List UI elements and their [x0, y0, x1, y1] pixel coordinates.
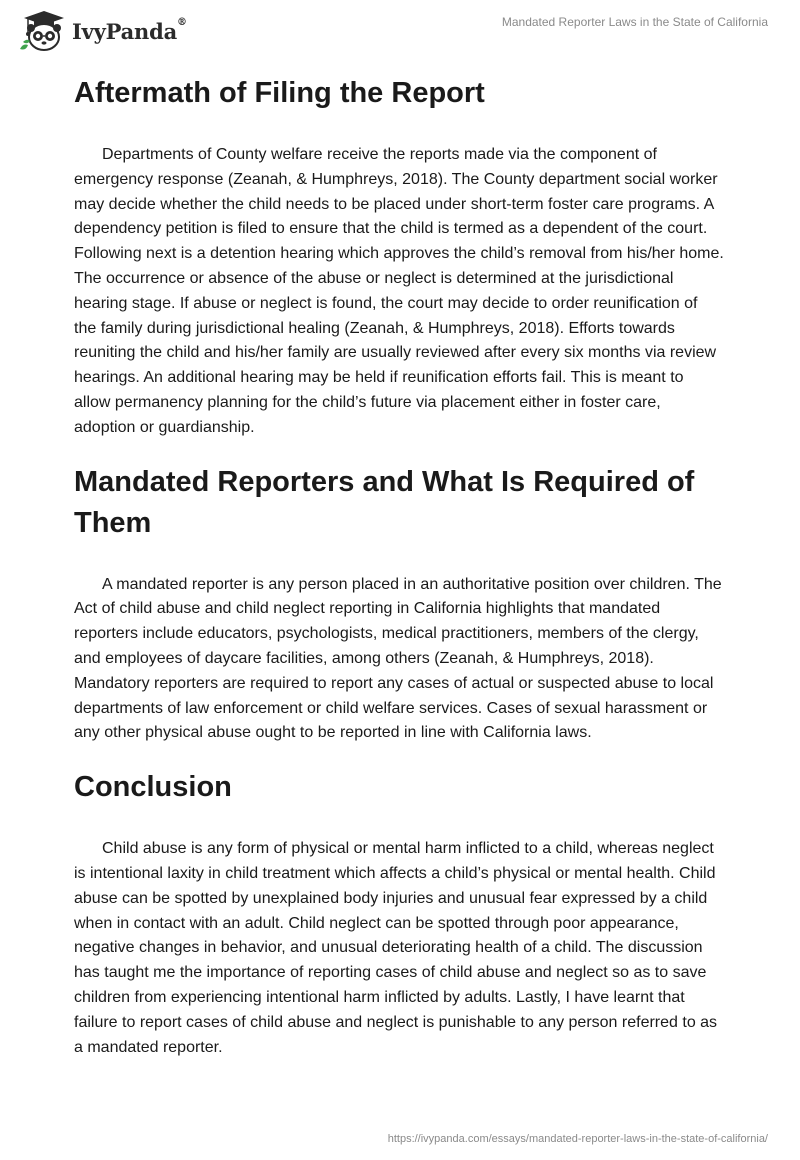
section-heading-conclusion: Conclusion: [74, 771, 232, 804]
section-paragraph-aftermath: Departments of County welfare receive the reports made via the component of emergency response (Zeanah, & Humphreys, 2018). The County department social worker may decide whether the child needs to be placed under short-term foster care programs. A dependency petition is filed to ensure that the child is termed as a dependent of the court. Following next is a detention hearing which approves the child’s removal from his/her home. The occurrence or absence of the abuse or neglect is determined at the jurisdictional hearing stage. If abuse or neglect is found, the court may decide to order reunification of the family during jurisdictional healing (Zeanah, & Humphreys, 2018). Efforts towards reuniting the child and his/her family are usually reviewed after every six months via review hearings. An additional hearing may be held if reunification efforts fail. This is meant to allow permanency planning for the child’s future via placement either in foster care, adoption or guardianship.: [74, 146, 724, 436]
essay-content: [74, 70, 724, 1060]
ivypanda-logo[interactable]: [14, 9, 189, 53]
section-heading-mandated-reporters: Mandated Reporters and What Is Required of Them: [74, 465, 695, 539]
panda-graduate-icon: [14, 9, 70, 53]
section-heading-aftermath: Aftermath of Filing the Report: [74, 77, 485, 109]
section-paragraph-mandated-reporters: A mandated reporter is any person placed in an authoritative position over children. The Act of child abuse and child neglect reporting in California highlights that mandated reporters include educators, psychologists, medical practitioners, members of the clergy, and employees of daycare facilities, among others (Zeanah, & Humphreys, 2018). Mandatory reporters are required to report any cases of actual or suspected abuse to local departments of law enforcement or child welfare services. Cases of sexual harassment or any other physical abuse ought to be reported in line with California laws.: [74, 575, 722, 742]
source-url-link[interactable]: https://ivypanda.com/essays/mandated-reporter-laws-in-the-state-of-california/: [387, 1133, 768, 1145]
brand-name: IvyPanda®: [72, 16, 187, 44]
section-paragraph-conclusion: Child abuse is any form of physical or mental harm inflicted to a child, whereas neglect is intentional laxity in child treatment which affects a child’s physical or mental health. Child abuse can be spotted by unexplained body injuries and unusual fear expressed by a child when in contact with an adult. Child neglect can be spotted through poor appearance, negative changes in behavior, and unusual deteriorating health of a child. The discussion has taught me the importance of reporting cases of child abuse and neglect so as to save children from experiencing intentional harm inflicted by adults. Lastly, I have learnt that failure to report cases of child abuse and neglect is punishable to any person referred to as a mandated reporter.: [74, 840, 718, 1056]
page-header: [0, 0, 800, 60]
document-title: Mandated Reporter Laws in the State of California: [501, 15, 768, 29]
